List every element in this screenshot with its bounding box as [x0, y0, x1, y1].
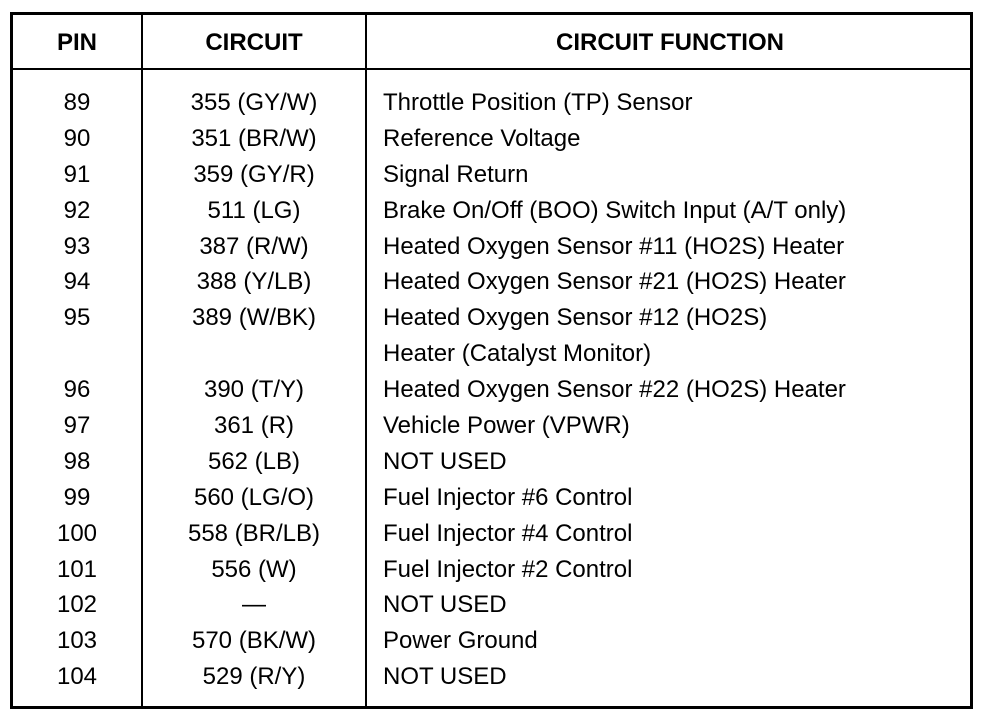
circuit-cell: 560 (LG/O) — [193, 483, 315, 511]
function-cell: Reference Voltage — [383, 124, 581, 152]
header-pin: PIN — [56, 29, 97, 56]
table-row — [13, 264, 970, 300]
table-row — [13, 229, 970, 265]
circuit-cell: 511 (LG) — [207, 196, 301, 224]
function-cell: Heater (Catalyst Monitor) — [383, 340, 652, 368]
function-cell: Fuel Injector #6 Control — [383, 483, 633, 511]
pin-cell: 93 — [63, 232, 91, 260]
function-cell: NOT USED — [383, 591, 507, 619]
pin-circuit-table — [10, 12, 973, 709]
table-row — [13, 336, 970, 372]
pin-cell: 101 — [56, 555, 98, 583]
function-cell: Throttle Position (TP) Sensor — [383, 89, 693, 116]
header-circuit-function: CIRCUIT FUNCTION — [556, 29, 784, 56]
function-cell: Heated Oxygen Sensor #12 (HO2S) — [383, 304, 768, 332]
table-row — [13, 444, 970, 480]
circuit-cell: 389 (W/BK) — [191, 304, 317, 332]
table-row — [13, 552, 970, 588]
pin-cell: 104 — [56, 663, 98, 691]
circuit-cell: 351 (BR/W) — [191, 124, 317, 152]
table-row — [13, 623, 970, 659]
circuit-cell: 390 (T/Y) — [203, 376, 305, 404]
pin-cell: 90 — [63, 124, 91, 152]
pin-cell: 103 — [56, 627, 98, 655]
pin-cell: 89 — [63, 89, 91, 116]
function-cell: NOT USED — [383, 447, 507, 475]
table-row — [13, 157, 970, 193]
function-cell: Fuel Injector #2 Control — [383, 555, 633, 583]
table-row — [13, 300, 970, 336]
circuit-cell: 558 (BR/LB) — [187, 519, 321, 547]
table-row — [13, 659, 970, 695]
table-row — [13, 372, 970, 408]
pin-cell: 91 — [63, 160, 91, 188]
circuit-cell: 529 (R/Y) — [202, 663, 306, 691]
table-body — [13, 85, 970, 695]
circuit-cell: 570 (BK/W) — [191, 627, 317, 655]
pin-cell: 92 — [63, 196, 91, 224]
table-row — [13, 408, 970, 444]
function-cell: Heated Oxygen Sensor #11 (HO2S) Heater — [383, 232, 845, 260]
pin-cell: 98 — [63, 447, 91, 475]
table-row — [13, 85, 970, 121]
pin-cell: 96 — [63, 376, 91, 404]
header-divider — [13, 68, 970, 70]
circuit-cell: 388 (Y/LB) — [196, 268, 312, 296]
header-circuit: CIRCUIT — [205, 29, 303, 56]
table-row — [13, 516, 970, 552]
table-row — [13, 193, 970, 229]
circuit-cell: 355 (GY/W) — [190, 89, 318, 116]
circuit-cell: 562 (LB) — [207, 447, 301, 475]
function-cell: Fuel Injector #4 Control — [383, 519, 633, 547]
function-cell: Vehicle Power (VPWR) — [383, 412, 630, 440]
pin-cell: 97 — [63, 412, 91, 440]
function-cell: Signal Return — [383, 160, 529, 188]
circuit-cell: — — [242, 591, 266, 619]
circuit-cell: 556 (W) — [211, 555, 297, 583]
pin-cell: 99 — [63, 483, 91, 511]
function-cell: Power Ground — [383, 627, 538, 655]
function-cell: Heated Oxygen Sensor #21 (HO2S) Heater — [383, 268, 846, 296]
pin-cell: 100 — [56, 519, 98, 547]
pin-cell: 95 — [63, 304, 91, 332]
circuit-cell: 387 (R/W) — [199, 232, 309, 260]
function-cell: Heated Oxygen Sensor #22 (HO2S) Heater — [383, 376, 846, 404]
circuit-cell: 361 (R) — [213, 412, 295, 440]
table-row — [13, 480, 970, 516]
pin-cell: 102 — [56, 591, 98, 619]
table-row — [13, 121, 970, 157]
function-cell: Brake On/Off (BOO) Switch Input (A/T only) — [383, 196, 847, 224]
pin-cell: 94 — [63, 268, 91, 296]
function-cell: NOT USED — [383, 663, 507, 691]
table-row — [13, 587, 970, 623]
circuit-cell: 359 (GY/R) — [193, 160, 315, 188]
